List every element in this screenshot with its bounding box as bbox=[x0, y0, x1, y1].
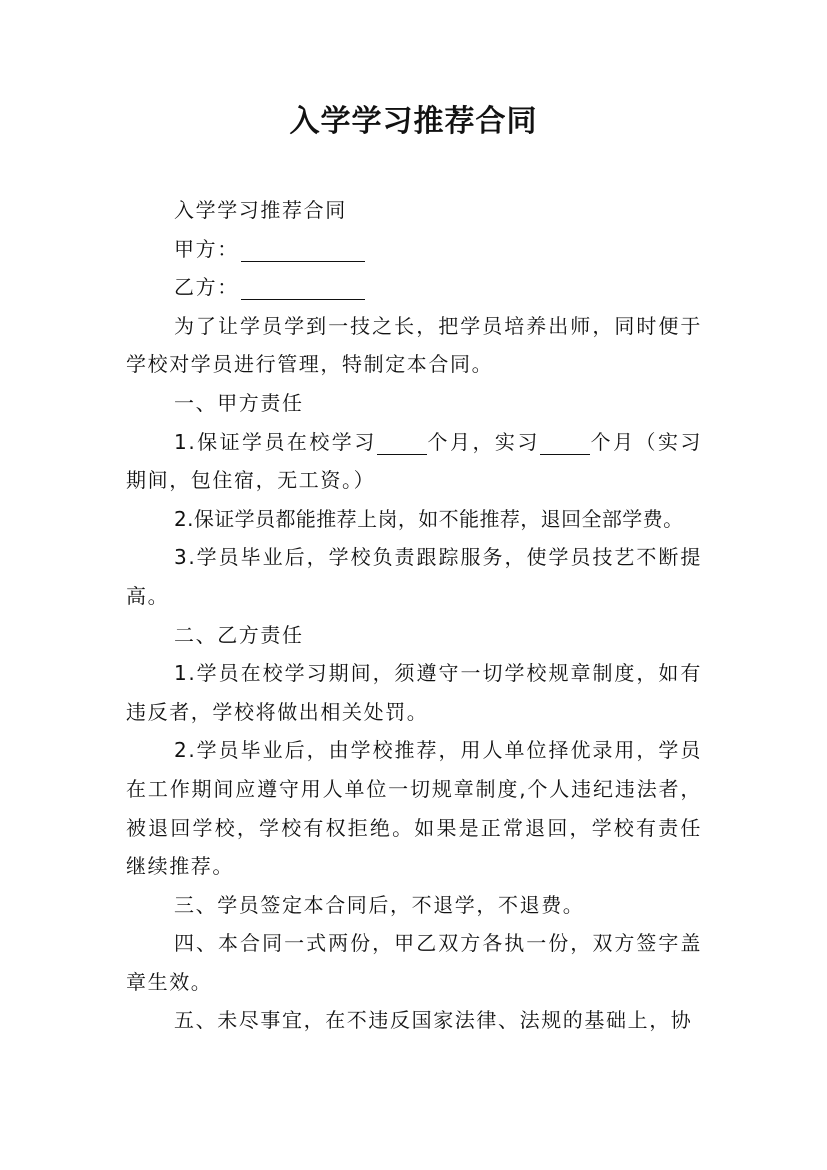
party-a-blank bbox=[241, 241, 365, 262]
section5-paragraph: 五、未尽事宜，在不违反国家法律、法规的基础上，协 bbox=[174, 1008, 693, 1033]
party-b-label: 乙方： bbox=[174, 275, 239, 300]
party-a-line bbox=[126, 230, 702, 269]
section1-item3: 3.学员毕业后，学校负责跟踪服务，使学员技艺不断提高。 bbox=[126, 545, 702, 608]
section1-item2: 2.保证学员都能推荐上岗，如不能推荐，退回全部学费。 bbox=[174, 506, 684, 531]
section3-paragraph: 三、学员签定本合同后，不退学，不退费。 bbox=[174, 892, 585, 917]
study-months-blank bbox=[377, 434, 427, 455]
party-b-line bbox=[126, 268, 702, 307]
section1-item1 bbox=[126, 423, 702, 500]
party-b-blank bbox=[241, 279, 365, 300]
internship-months-blank bbox=[540, 434, 590, 455]
section2-heading: 二、乙方责任 bbox=[174, 622, 304, 647]
party-a-label: 甲方： bbox=[174, 236, 239, 261]
document-title: 入学学习推荐合同 bbox=[289, 104, 538, 139]
item1-1-text-a: 1.保证学员在校学习 bbox=[174, 429, 377, 454]
subtitle-line: 入学学习推荐合同 bbox=[174, 198, 347, 222]
intro-paragraph: 为了让学员学到一技之长，把学员培养出师，同时便于学校对学员进行管理，特制定本合同。 bbox=[126, 313, 702, 377]
section4-paragraph: 四、本合同一式两份，甲乙双方各执一份，双方签字盖章生效。 bbox=[126, 931, 702, 994]
section2-item2: 2.学员毕业后，由学校推荐，用人单位择优录用，学员在工作期间应遵守用人单位一切规章制度,个人违纪违法者，被退回学校，学校有权拒绝。如果是正常退回，学校有责任继续推荐。 bbox=[126, 738, 702, 879]
item1-1-text-b: 个月，实习 bbox=[426, 429, 540, 454]
document-body bbox=[126, 191, 702, 1040]
section1-heading: 一、甲方责任 bbox=[174, 390, 304, 415]
item1-1-text-c: 个月（实习期间，包住宿，无工资。） bbox=[126, 429, 703, 493]
section2-item1: 1.学员在校学习期间，须遵守一切学校规章制度，如有违反者，学校将做出相关处罚。 bbox=[126, 661, 702, 724]
